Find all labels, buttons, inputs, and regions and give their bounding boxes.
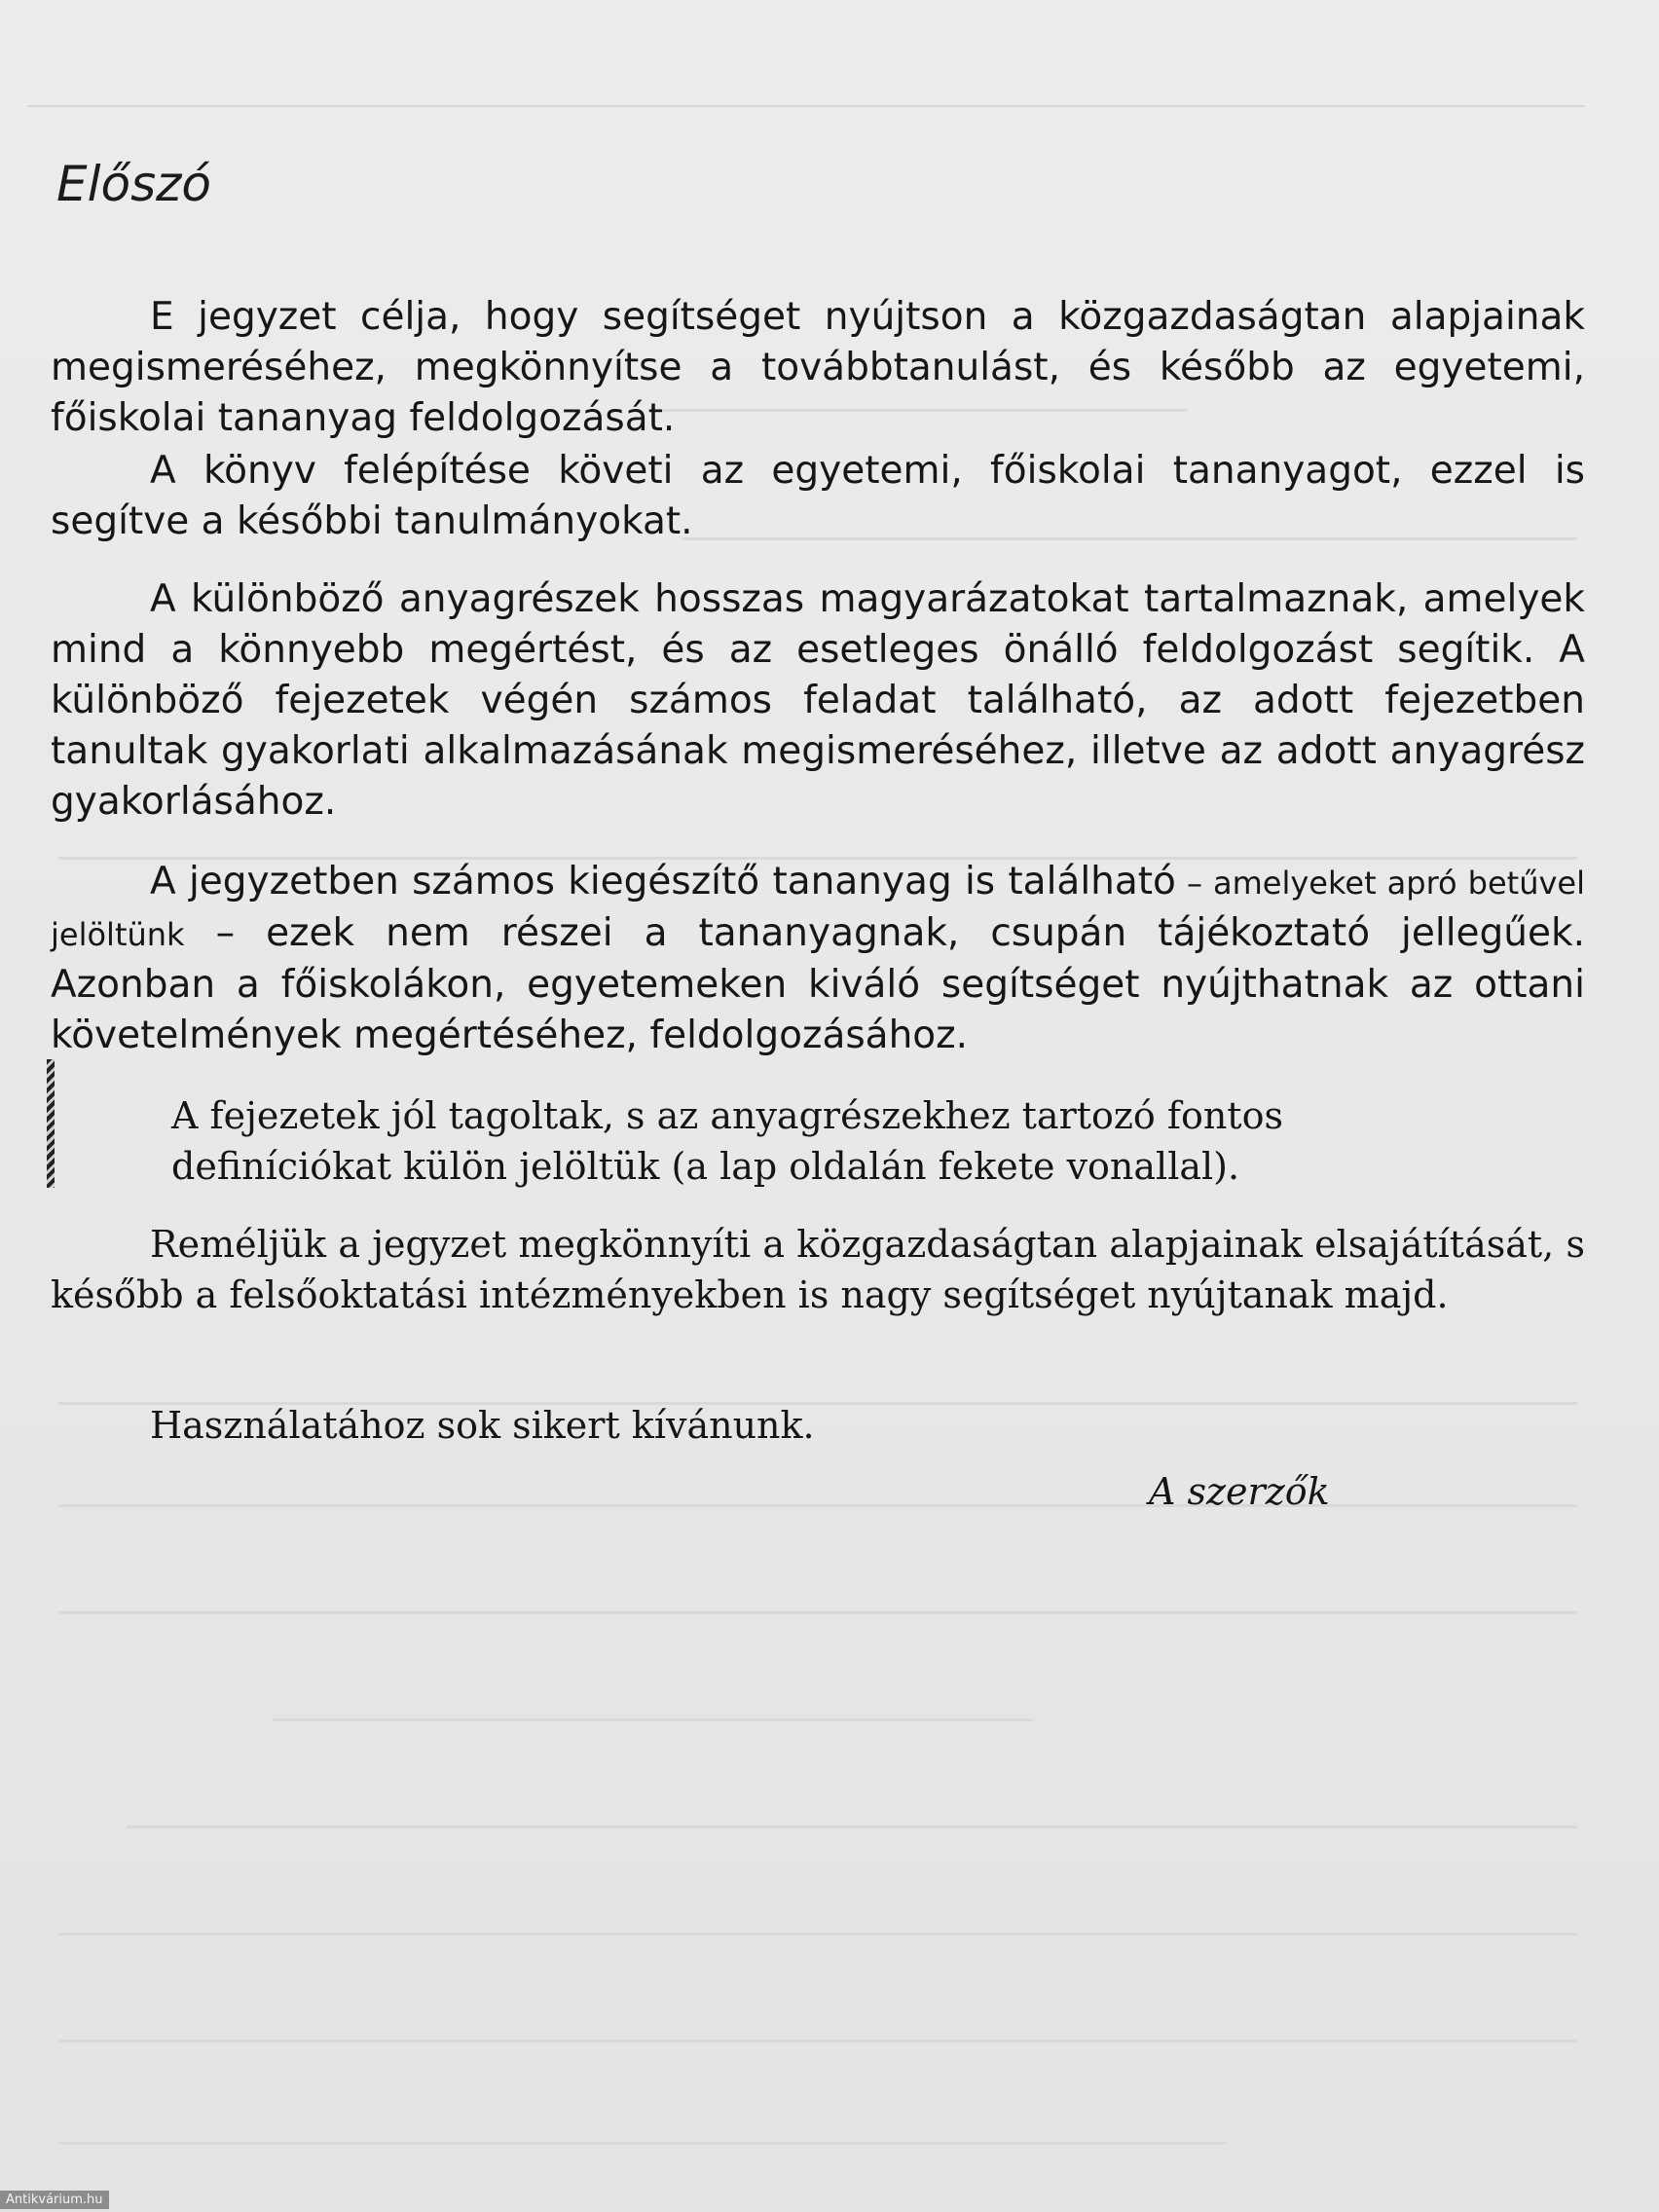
- closing-paragraph-2: Használatához sok sikert kívánunk.: [150, 1404, 815, 1447]
- ghost-line: [58, 1933, 1577, 1936]
- watermark: Antikvárium.hu: [0, 2191, 109, 2209]
- closing-paragraph-1: Reméljük a jegyzet megkönnyíti a közgazdaságtan alapjainak elsajátítását, s később a felsőoktatási intézményekben is nagy segítséget nyújtanak majd.: [51, 1223, 1585, 1316]
- definition-note-block: [171, 1090, 1437, 1192]
- ghost-line: [127, 1825, 1577, 1828]
- ghost-line: [58, 2040, 1577, 2043]
- paragraph-2: A könyv felépítése követi az egyetemi, főiskolai tananyagot, ezzel is segítve a későbbi tanulmányokat.: [51, 449, 1585, 543]
- paragraph-3-block: [51, 574, 1585, 828]
- ghost-line: [58, 1504, 1577, 1507]
- ghost-line: [58, 1611, 1577, 1614]
- paragraph-1-block: [51, 292, 1585, 444]
- paragraph-4-small-note: – amelyeket apró betűvel jelöltünk: [51, 865, 1585, 953]
- signature: A szerzők: [1149, 1470, 1330, 1513]
- closing-paragraph-1-block: [51, 1219, 1585, 1320]
- ghost-line: [273, 1718, 1032, 1721]
- page-title: Előszó: [56, 156, 211, 212]
- paragraph-2-block: [51, 446, 1585, 547]
- closing-paragraph-2-block: [51, 1400, 1585, 1451]
- ghost-header-rule: [27, 105, 1585, 107]
- paragraph-3: A különböző anyagrészek hosszas magyarázatokat tartalmaznak, amelyek mind a könnyebb megértést, és az esetleges önálló feldolgozást segítik. A különböző fejezetek végén számos feladat található, az adott fejezetben tanultak gyakorlati alkalmazásának megismeréséhez, illetve az adott anyagrész gyakorlásához.: [51, 577, 1585, 824]
- paragraph-4: [51, 857, 1585, 1061]
- definition-marker-bar: [47, 1059, 55, 1188]
- paragraph-4-block: [51, 857, 1585, 1061]
- definition-note: A fejezetek jól tagoltak, s az anyagrészekhez tartozó fontos definíciókat külön jelöltük (a lap oldalán fekete vonallal).: [171, 1094, 1283, 1188]
- paragraph-1: E jegyzet célja, hogy segítséget nyújtson a közgazdaságtan alapjainak megismeréséhez, megkönnyítse a továbbtanulást, és később az egyetemi, főiskolai tananyag feldolgozását.: [51, 295, 1585, 440]
- ghost-line: [58, 2142, 1227, 2145]
- paragraph-4-start: A jegyzetben számos kiegészítő tananyag is található: [150, 860, 1176, 903]
- paragraph-4-rest: – ezek nem részei a tananyagnak, csupán tájékoztató jellegűek. Azonban a főiskolákon, egyetemeken kiváló segítséget nyújthatnak az ottani követelmények megértéséhez, feldolgozásához.: [51, 911, 1585, 1057]
